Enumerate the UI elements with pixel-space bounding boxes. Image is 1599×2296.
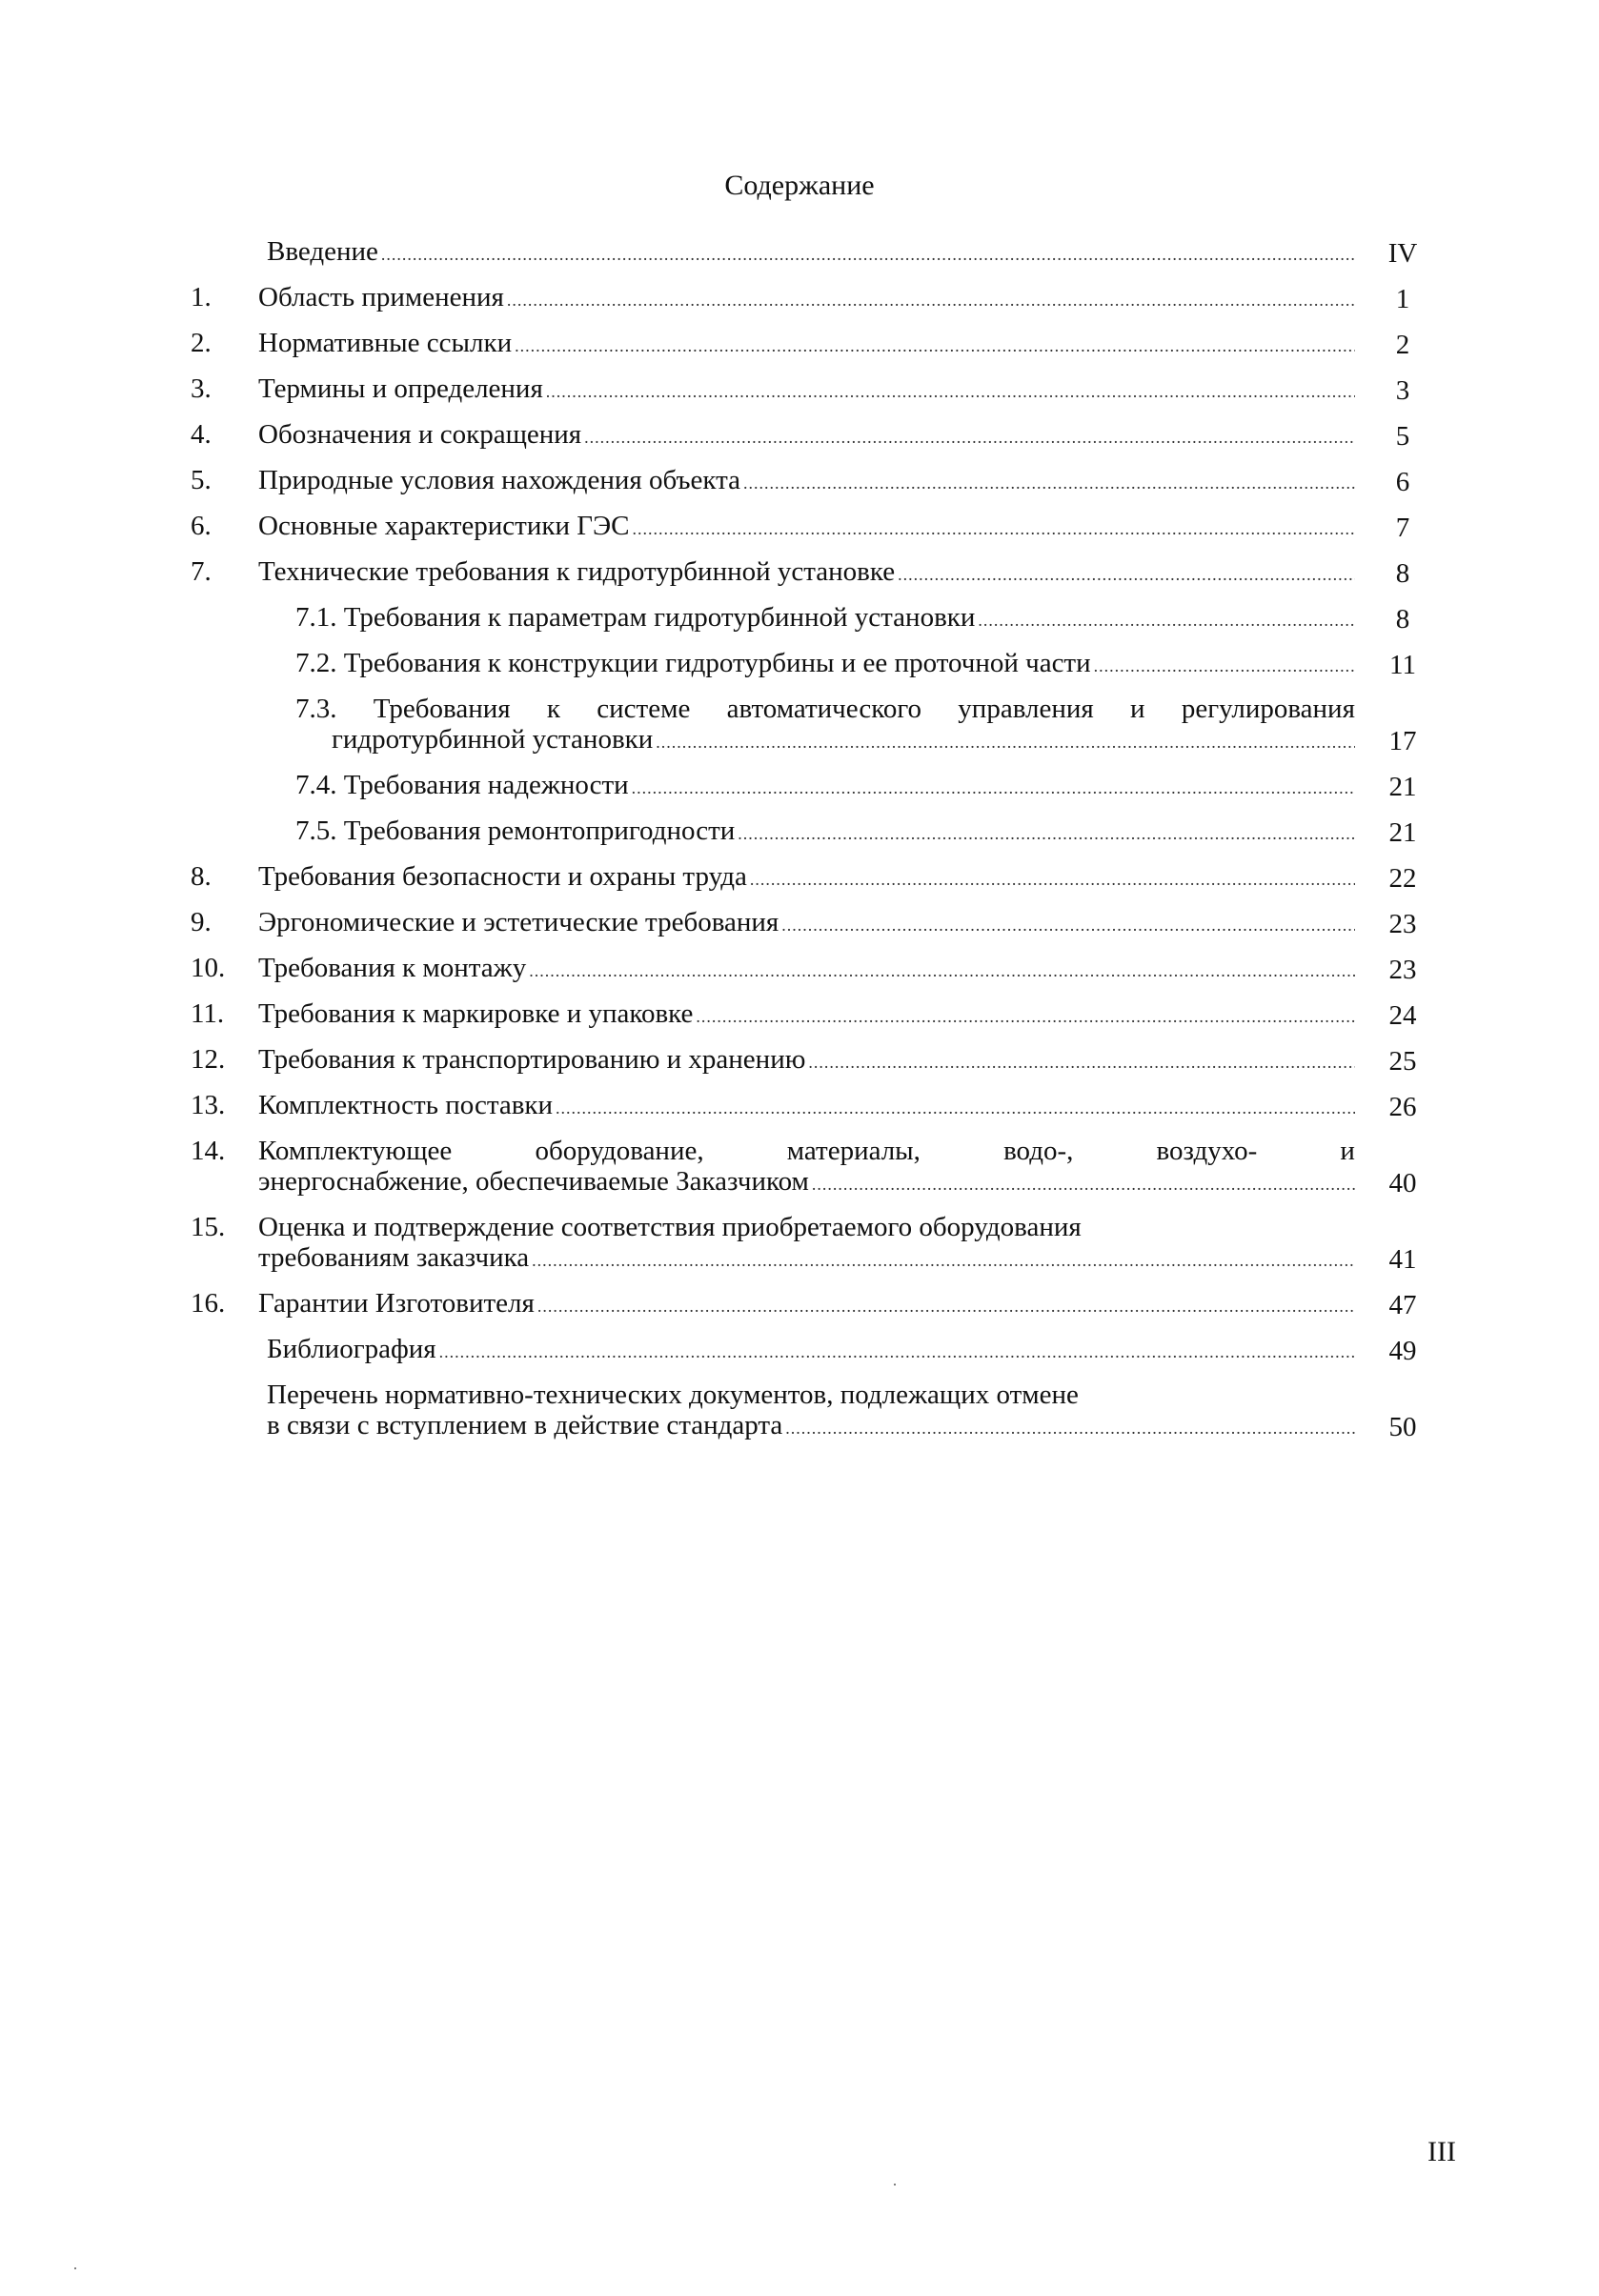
toc-entry <box>191 816 1441 861</box>
toc-entry-page: 23 <box>1388 909 1417 939</box>
toc-entry-title-line1: Перечень нормативно-технических документов, подлежащих отмене <box>267 1380 1079 1410</box>
toc-entry-title: Обозначения и сокращения <box>258 419 582 450</box>
toc-entry-page: 26 <box>1388 1092 1417 1122</box>
toc-entry <box>191 907 1441 953</box>
toc-entry-body <box>267 1334 1355 1364</box>
toc-entry-page: 22 <box>1388 863 1417 894</box>
dot-leader <box>439 1337 1355 1367</box>
toc-entry-title-line2: в связи с вступлением в действие стандарта <box>267 1410 783 1440</box>
toc-entry-body <box>258 465 1355 495</box>
toc-entry <box>191 1090 1441 1136</box>
toc-entry-title: Требования к маркировке и упаковке <box>258 998 694 1029</box>
toc-entry-number: 10. <box>191 953 226 983</box>
toc-entry-body <box>258 1090 1355 1120</box>
toc-entry-number: 4. <box>191 419 212 450</box>
toc-entry-number: 3. <box>191 373 212 404</box>
toc-entry-title: Технические требования к гидротурбинной установке <box>258 556 896 587</box>
toc-entry <box>191 282 1441 328</box>
toc-entry-body <box>295 816 1355 846</box>
dot-leader <box>556 1093 1355 1123</box>
toc-entry-body <box>295 694 1355 755</box>
toc-entry-title: Библиография <box>267 1334 436 1364</box>
toc-entry-page: 21 <box>1388 772 1417 802</box>
dot-leader <box>750 864 1355 895</box>
toc-entry <box>191 1136 1441 1212</box>
toc-entry-title: Область применения <box>258 282 504 312</box>
toc-entry-page: 24 <box>1388 1000 1417 1031</box>
toc-entry-title: 7.1. Требования к параметрам гидротурбинной установки <box>295 602 976 633</box>
toc-entry-page: 21 <box>1388 817 1417 848</box>
toc-entry-title-line2: энергоснабжение, обеспечиваемые Заказчиком <box>258 1166 809 1197</box>
toc-entry-body <box>267 1380 1355 1440</box>
scan-speck <box>894 2184 896 2185</box>
toc-entry-page: 3 <box>1395 375 1410 406</box>
toc-entry <box>191 953 1441 998</box>
toc-entry-number: 13. <box>191 1090 226 1120</box>
toc-entry-number: 16. <box>191 1288 226 1319</box>
toc-entry-title: Требования безопасности и охраны труда <box>258 861 747 892</box>
toc-entry-title: 7.4. Требования надежности <box>295 770 629 800</box>
toc-entry-number: 9. <box>191 907 212 937</box>
toc-entry-body <box>258 1044 1355 1075</box>
toc-entry <box>191 1212 1441 1288</box>
toc-entry-page: 11 <box>1389 650 1416 680</box>
dot-leader <box>1094 651 1355 681</box>
scan-speck <box>74 2267 76 2269</box>
toc-entry <box>191 861 1441 907</box>
toc-entry-body <box>258 419 1355 450</box>
dot-leader <box>584 422 1355 453</box>
toc-entry-title: Основные характеристики ГЭС <box>258 511 630 541</box>
toc-entry <box>191 419 1441 465</box>
toc-entry <box>191 770 1441 816</box>
dot-leader <box>696 1001 1355 1032</box>
toc-title: Содержание <box>724 170 875 201</box>
toc-entry-page: 50 <box>1388 1412 1417 1442</box>
toc-entry-title: Природные условия нахождения объекта <box>258 465 741 495</box>
toc-entry-page: 25 <box>1388 1046 1417 1077</box>
toc-entry-page: 8 <box>1395 558 1410 589</box>
toc-entry-number: 11. <box>191 998 225 1029</box>
dot-leader <box>743 468 1355 498</box>
dot-leader <box>656 727 1355 757</box>
toc-entry-body <box>258 998 1355 1029</box>
toc-entry-number: 7. <box>191 556 212 587</box>
dot-leader <box>738 818 1355 849</box>
toc-entry-page: 40 <box>1388 1168 1417 1198</box>
toc-entry-title: Гарантии Изготовителя <box>258 1288 535 1319</box>
toc-entry-title-line2: требованиям заказчика <box>258 1242 530 1273</box>
toc-entry <box>191 236 1441 282</box>
toc-entry-page: 8 <box>1395 604 1410 634</box>
dot-leader <box>537 1291 1355 1321</box>
toc-entry-body <box>258 556 1355 587</box>
page-number: III <box>1427 2136 1456 2167</box>
toc-entry-number: 2. <box>191 328 212 358</box>
dot-leader <box>898 559 1355 590</box>
dot-leader <box>978 605 1355 635</box>
toc-entry-body <box>295 648 1355 678</box>
toc-entry-body <box>258 1288 1355 1319</box>
toc-entry-title-line1: 7.3. Требования к системе автоматического управления и регулирования <box>295 694 1355 724</box>
toc-entry-number: 12. <box>191 1044 226 1075</box>
toc-entry-title-line2: гидротурбинной установки <box>332 724 654 755</box>
toc-entry-page: 6 <box>1395 467 1410 497</box>
toc-entry-page: 49 <box>1388 1336 1417 1366</box>
dot-leader <box>812 1169 1355 1199</box>
toc-entry <box>191 1288 1441 1334</box>
dot-leader <box>632 773 1355 803</box>
toc-entry-number: 8. <box>191 861 212 892</box>
dot-leader <box>632 514 1355 544</box>
dot-leader <box>546 376 1355 407</box>
toc-entry-body <box>258 1212 1355 1273</box>
toc-entry-body <box>258 907 1355 937</box>
toc-entry <box>191 328 1441 373</box>
toc-entry-page: 17 <box>1388 726 1417 756</box>
toc-entry-title: Требования к монтажу <box>258 953 527 983</box>
toc-entry-body <box>258 953 1355 983</box>
toc-entry-page: 41 <box>1388 1244 1417 1275</box>
toc-entry <box>191 1044 1441 1090</box>
toc-entry-number: 15. <box>191 1212 226 1242</box>
toc-entry <box>191 694 1441 770</box>
toc-entry <box>191 373 1441 419</box>
toc-entry-title: Термины и определения <box>258 373 543 404</box>
toc-entry <box>191 511 1441 556</box>
toc-entry <box>191 1380 1441 1456</box>
toc-entry-page: 2 <box>1395 330 1410 360</box>
toc-entry <box>191 465 1441 511</box>
toc-entry-title: 7.5. Требования ремонтопригодности <box>295 816 736 846</box>
toc-entry-title: Требования к транспортированию и хранению <box>258 1044 806 1075</box>
toc-entry-number: 5. <box>191 465 212 495</box>
toc-entry-body <box>295 602 1355 633</box>
toc-entry-title: Введение <box>267 236 378 267</box>
toc-entry-number: 1. <box>191 282 212 312</box>
toc-entry <box>191 602 1441 648</box>
dot-leader <box>785 1413 1355 1443</box>
toc-entry-title-line1: Комплектующее оборудование, материалы, водо-, воздухо- и <box>258 1136 1355 1166</box>
toc-entry-title: 7.2. Требования к конструкции гидротурбины и ее проточной части <box>295 648 1091 678</box>
toc-entry-body <box>267 236 1355 267</box>
toc-entry-title-line1: Оценка и подтверждение соответствия приобретаемого оборудования <box>258 1212 1082 1242</box>
toc-entry-page: 7 <box>1395 513 1410 543</box>
toc-entry-page: 5 <box>1395 421 1410 452</box>
toc-entry-title: Нормативные ссылки <box>258 328 513 358</box>
toc-entry-page: 1 <box>1395 284 1410 314</box>
toc-entry <box>191 1334 1441 1380</box>
toc-entry-body <box>295 770 1355 800</box>
toc-entry-page: IV <box>1387 238 1418 269</box>
toc-entry-body <box>258 1136 1355 1197</box>
dot-leader <box>515 331 1355 361</box>
toc-entry-page: 47 <box>1388 1290 1417 1320</box>
dot-leader <box>529 956 1355 986</box>
toc-entry-body <box>258 373 1355 404</box>
dot-leader <box>381 239 1355 270</box>
dot-leader <box>808 1047 1355 1078</box>
toc-entry-title: Эргономические и эстетические требования <box>258 907 779 937</box>
toc-entry-number: 14. <box>191 1136 226 1166</box>
toc-entry-body <box>258 511 1355 541</box>
toc-entry-body <box>258 282 1355 312</box>
dot-leader <box>781 910 1355 940</box>
toc-entry <box>191 648 1441 694</box>
dot-leader <box>532 1245 1355 1276</box>
toc-entry-page: 23 <box>1388 955 1417 985</box>
toc-entry <box>191 998 1441 1044</box>
toc-entry-body <box>258 861 1355 892</box>
toc-entry <box>191 556 1441 602</box>
toc-entry-number: 6. <box>191 511 212 541</box>
dot-leader <box>507 285 1355 315</box>
toc-entry-title: Комплектность поставки <box>258 1090 554 1120</box>
table-of-contents <box>191 236 1441 1456</box>
toc-entry-body <box>258 328 1355 358</box>
